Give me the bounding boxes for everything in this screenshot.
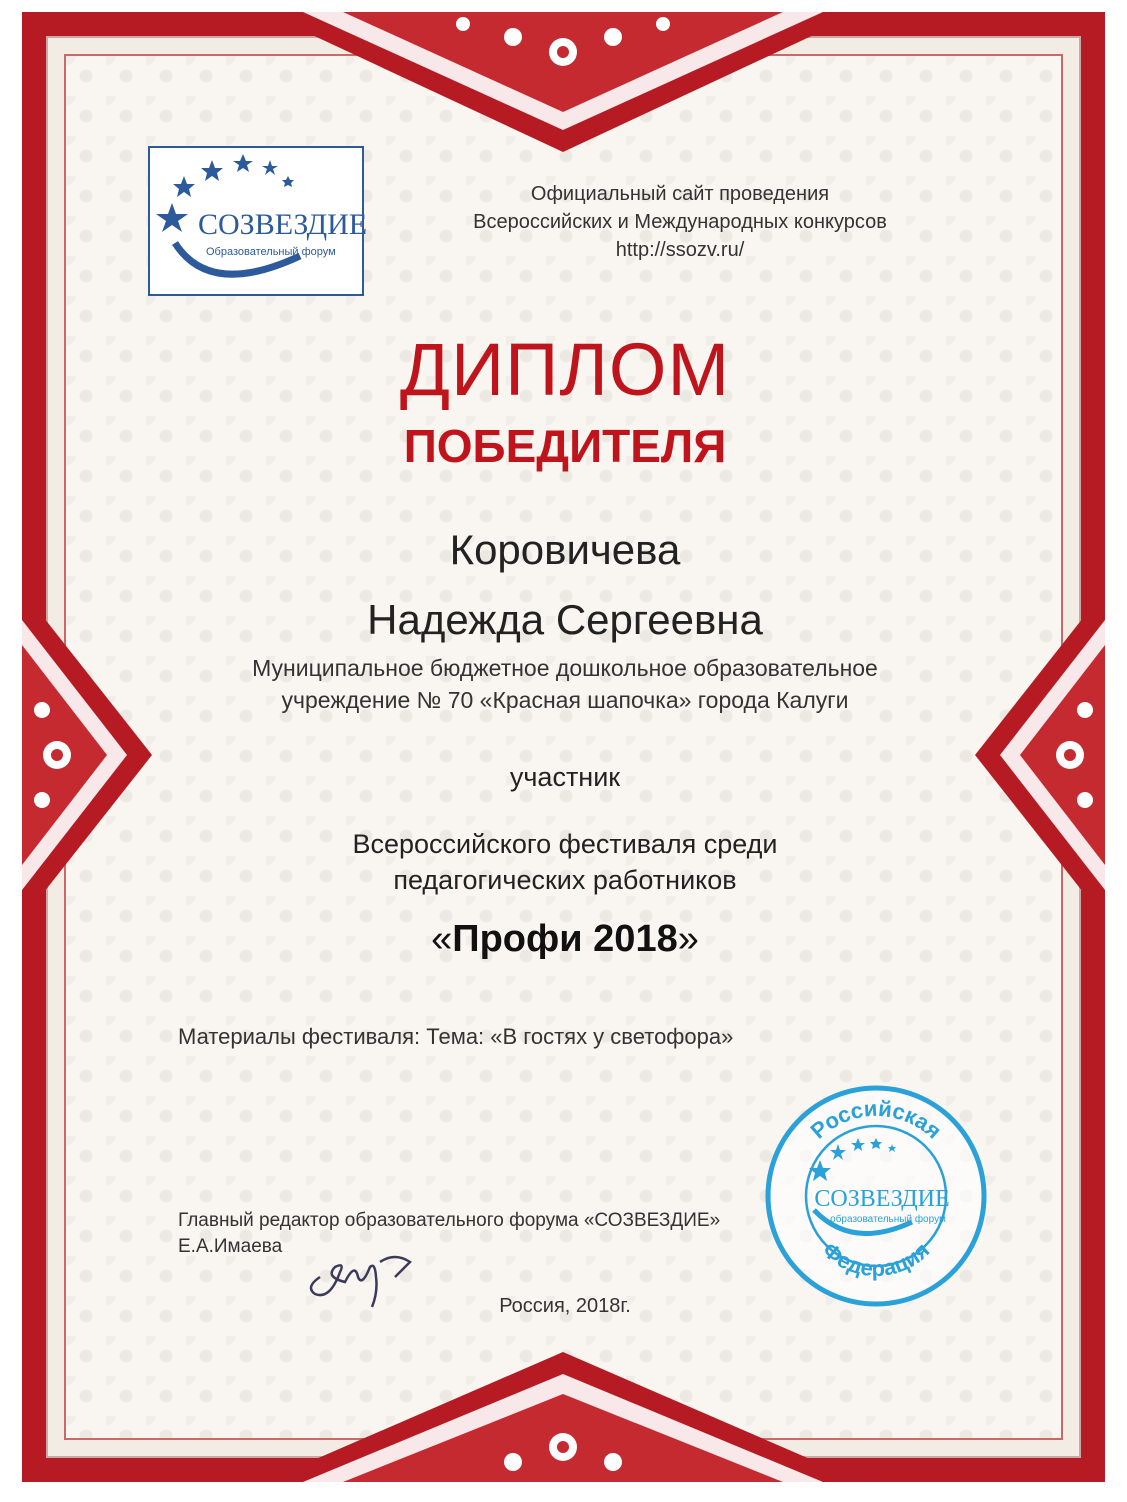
fest-line1: Всероссийского фестиваля среди: [352, 829, 778, 859]
stamp: [762, 1082, 990, 1310]
logo-brand: СОЗВЕЗДИЕ: [198, 208, 368, 241]
place-date: Россия, 2018г.: [499, 1295, 631, 1317]
top-ornament: [263, 12, 863, 162]
event-quote-close: »: [677, 918, 699, 960]
participant-role: участник: [509, 762, 621, 792]
diploma-title: ДИПЛОМ: [399, 328, 731, 411]
event-quote-open: «: [431, 918, 453, 960]
site-header: [420, 180, 940, 264]
stamp-brand: СОЗВЕЗДИЕ: [814, 1186, 950, 1212]
stamp-bottom-text: Федерация: [817, 1237, 935, 1282]
signature-icon: [300, 1232, 430, 1312]
recipient-organization: [160, 652, 970, 716]
editor-title: Главный редактор образовательного форума «СОЗВЕЗДИЕ»: [178, 1210, 721, 1231]
logo: [148, 146, 368, 296]
logo-tagline: Образовательный форум: [206, 246, 336, 258]
festival-description: [180, 826, 950, 898]
fest-line2: педагогических работников: [393, 865, 737, 895]
org-line2: учреждение № 70 «Красная шапочка» города Калуги: [281, 687, 849, 713]
recipient-surname: Коровичева: [449, 526, 681, 573]
event-title: Профи 2018: [452, 918, 678, 960]
recipient-given-names: Надежда Сергеевна: [367, 596, 763, 643]
stamp-tagline: образовательный форум: [830, 1214, 946, 1225]
header-line2: Всероссийских и Международных конкурсов: [473, 211, 887, 233]
right-ornament: [965, 590, 1105, 920]
diploma-subtitle: ПОБЕДИТЕЛЯ: [403, 420, 727, 472]
header-line1: Официальный сайт проведения: [530, 183, 830, 205]
org-line1: Муниципальное бюджетное дошкольное образовательное: [252, 655, 878, 681]
header-url: http://ssozv.ru/: [615, 239, 745, 261]
event-name: [280, 918, 850, 961]
materials-topic: Материалы фестиваля: Тема: «В гостях у светофора»: [178, 1024, 734, 1049]
editor-name: Е.А.Имаева: [178, 1236, 283, 1257]
left-ornament: [22, 590, 162, 920]
stamp-top-text: Российская: [805, 1095, 947, 1144]
bottom-ornament: [263, 1342, 863, 1482]
